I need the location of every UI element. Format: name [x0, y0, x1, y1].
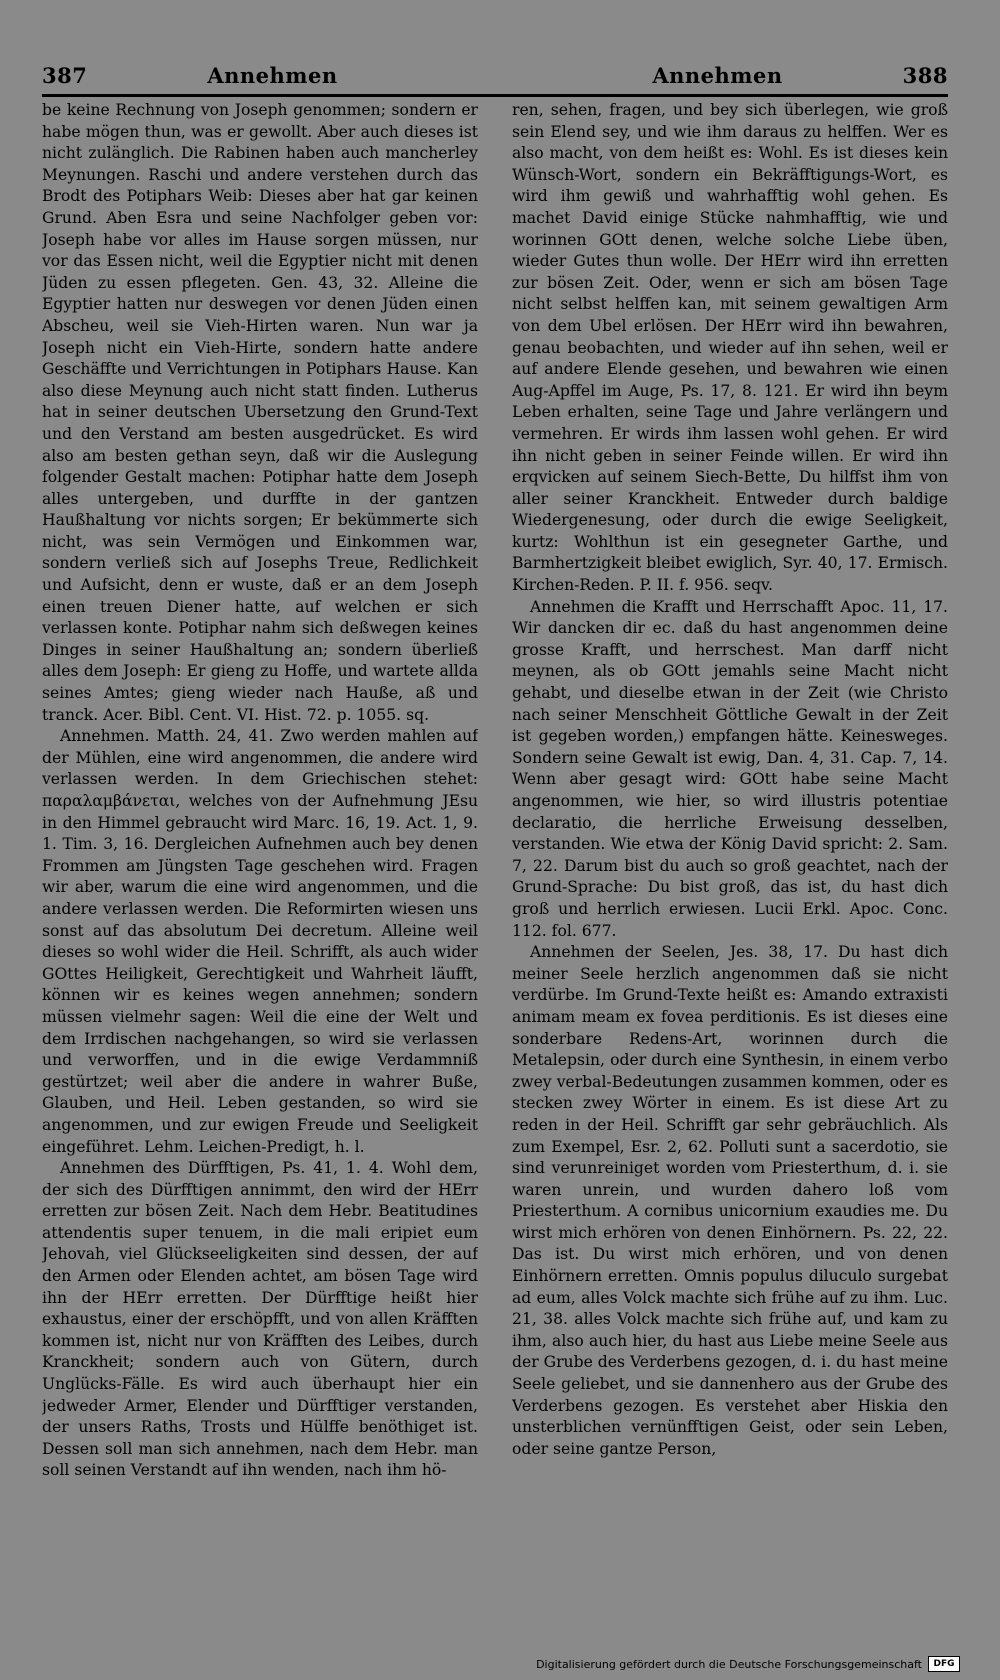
header-rule	[42, 94, 948, 97]
left-page-number: 387	[42, 62, 88, 88]
running-header	[42, 58, 948, 92]
left-headword: Annehmen	[207, 62, 338, 88]
right-headword: Annehmen	[652, 62, 783, 88]
right-paragraph-3: Annehmen der Seelen, Jes. 38, 17. Du hast dich meiner Seele herzlich angenommen daß sie nicht verdürbe. Im Grund-Texte heißt es: Amando extraxisti animam meam ex fovea perditionis. Es ist dieses eine sonderbare Redens-Art, worinnen durch die Metalepsin, oder durch eine Synthesin, in einem verbo zwey verbal-Bedeutungen zusammen kommen, oder es stecken zwey Wörter in einem. Es ist diese Art zu reden in der Heil. Schrifft gar sehr gebräuchlich. Als zum Exempel, Esr. 2, 62. Polluti sunt a sacerdotio, sie sind verunreiniget worden vom Priesterthum, d. i. sie waren unrein, und wurden dahero loß vom Priesterthum. A cornibus unicornium exaudies me. Du wirst mich erhören von denen Einhörnern. Ps. 22, 22. Das ist. Du wirst mich erhören, und von denen Einhörnern erretten. Omnis populus diluculo surgebat ad eum, alles Volck machte sich frühe auf zu ihm. Luc. 21, 38. alles Volck machte sich frühe auf, und kam zu ihm, also auch hier, du hast aus Liebe meine Seele aus der Grube des Verderbens gezogen, d. i. du hast meine Seele geliebet, und sie dannenhero aus der Grube des Verderbens gezogen. Es verstehet aber Hiskia den unsterblichen vernünfftigen Geist, oder sein Leben, oder seine gantze Person,	[512, 943, 948, 1458]
right-paragraph-1: ren, sehen, fragen, und bey sich überlegen, wie groß sein Elend sey, und wie ihm daraus zu helffen. Wer es also macht, von dem heißt es: Wohl. Es ist dieses kein Wünsch-Wort, sondern ein Bekräfftigungs-Wort, es wird ihm gewiß und wahrhafftig wohl gehen. Es machet David einige Stücke nahmhafftig, wie und worinnen GOtt denen, welche solche Liebe üben, wieder Gutes thun wolle. Der HErr wird ihn erretten zur bösen Zeit. Oder, wenn er sich am bösen Tage nicht selbst helffen kan, mit seinem gewaltigen Arm von dem Ubel erlösen. Der HErr wird ihn bewahren, genau beobachten, und wieder auf ihn sehen, weil er auf andere Elende gesehen, und bewahren wie einen Aug-Apffel im Auge, Ps. 17, 8. 121. Er wird ihn beym Leben erhalten, seine Tage und Jahre verlängern und vermehren. Er wirds ihm lassen wohl gehen. Er wird ihn nicht geben in seiner Feinde willen. Er wird ihn erqvicken auf seinem Siech-Bette, Du hilffst ihm von aller seiner Kranckheit. Entweder durch baldige Wiedergenesung, oder durch die ewige Seeligkeit, kurtz: Wohlthun ist ein gesegneter Garthe, und Barmhertzigkeit bleibet ewiglich, Syr. 40, 17. Ermisch. Kirchen-Reden. P. II. f. 956. seqv.	[512, 101, 948, 595]
left-column	[42, 100, 478, 1650]
left-paragraph-2: Annehmen. Matth. 24, 41. Zwo werden mahlen auf der Mühlen, eine wird angenommen, die andere wird verlassen werden. In dem Griechischen stehet: παραλαμβάνεται, welches von der Aufnehmung JEsu in den Himmel gebraucht wird Marc. 16, 19. Act. 1, 9. 1. Tim. 3, 16. Dergleichen Aufnehmen auch bey denen Frommen am Jüngsten Tage geschehen wird. Fragen wir aber, warum die eine wird angenommen, und die andere verlassen werden. Die Reformirten wiesen uns sonst auf das absolutum Dei decretum. Alleine weil dieses so wohl wider die Heil. Schrifft, als auch wider GOttes Heiligkeit, Gerechtigkeit und Wahrheit läufft, können wir es keines wegen annehmen; sondern müssen vielmehr sagen: Weil die eine der Welt und dem Irrdischen nachgehangen, so wird sie verlassen und verworffen, und in die ewige Verdammniß gestürtzet; weil aber die andere in wahrer Buße, Glauben, und Heil. Leben gestanden, so wird sie angenommen, und zur ewigen Freude und Seeligkeit eingeführet. Lehm. Leichen-Predigt, h. l.	[42, 727, 478, 1156]
left-paragraph-3: Annehmen des Dürfftigen, Ps. 41, 1. 4. Wohl dem, der sich des Dürfftigen annimmt, den wird der HErr erretten zur bösen Zeit. Nach dem Hebr. Beatitudines attendentis super tenuem, in die mali eripiet eum Jehovah, viel Glückseeligkeiten sind dessen, der auf den Armen oder Elenden achtet, am bösen Tage wird ihn der HErr erretten. Der Dürfftige heißt hier exhaustus, einer der erschöpfft, und von allen Kräfften kommen ist, nicht nur von Kräfften des Leibes, durch Kranckheit; sondern auch von Gütern, durch Unglücks-Fälle. Es wird auch überhaupt hier ein jedweder Armer, Elender und Dürfftiger verstanden, der unsers Raths, Trosts und Hülffe benöthiget ist. Dessen soll man sich annehmen, nach dem Hebr. man soll seinen Verstandt auf ihn wenden, nach ihm hö-	[42, 1159, 478, 1480]
footer-credit: Digitalisierung gefördert durch die Deutsche Forschungsgemeinschaft	[536, 1657, 922, 1671]
left-paragraph-1: be keine Rechnung von Joseph genommen; sondern er habe mögen thun, was er gewollt. Aber auch dieses ist nicht zulänglich. Die Rabinen haben auch mancherley Meynungen. Raschi und andere verstehen durch das Brodt des Potiphars Weib: Dieses aber hat gar keinen Grund. Aben Esra und seine Nachfolger geben vor: Joseph habe vor alles im Hause sorgen müssen, nur vor das Essen nicht, weil die Egyptier nicht mit denen Jüden zu essen pflegeten. Gen. 43, 32. Alleine die Egyptier hatten nur deswegen vor denen Jüden einen Abscheu, weil sie Vieh-Hirten waren. Nun war ja Joseph nicht ein Vieh-Hirte, sondern hatte andere Geschäffte und Verrichtungen in Potiphars Hause. Kan also diese Meynung auch nicht statt finden. Lutherus hat in seiner deutschen Ubersetzung den Grund-Text und den Verstand am besten ausgedrücket. Es wird also am besten gethan seyn, daß wir die Auslegung folgender Gestalt machen: Potiphar hatte dem Joseph alles untergeben, und durffte in der gantzen Haußhaltung vor nichts sorgen; Er bekümmerte sich nicht, was sein Vermögen und Einkommen war, sondern verließ sich auf Josephs Treue, Redlichkeit und Aufsicht, denn er wuste, daß er an dem Joseph einen treuen Diener hatte, auf welchen er sich verlassen konte. Potiphar nahm sich deßwegen keines Dinges in seiner Haußhaltung an; sondern überließ alles dem Joseph: Er gieng zu Hoffe, und wartete allda seines Amtes; gieng wieder nach Hauße, aß und tranck. Acer. Bibl. Cent. VI. Hist. 72. p. 1055. sq.	[42, 101, 478, 724]
dfg-logo: DFG	[928, 1656, 960, 1672]
right-column	[512, 100, 948, 1650]
right-page-number: 388	[902, 62, 948, 88]
scanned-page	[42, 58, 948, 1648]
right-paragraph-2: Annehmen die Krafft und Herrschafft Apoc. 11, 17. Wir dancken dir ec. daß du hast angenommen deine grosse Krafft, und herrschest. Man darff nicht meynen, als ob GOtt jemahls seine Macht nicht gehabt, und dieselbe etwan in der Zeit (wie Christo nach seiner Menschheit Göttliche Gewalt in der Zeit ist gegeben worden,) empfangen hätte. Keinesweges. Sondern seine Gewalt ist ewig, Dan. 4, 31. Cap. 7, 14. Wenn aber gesagt wird: GOtt habe seine Macht angenommen, wie hier, so wird illustris potentiae declaratio, die herrliche Erweisung desselben, verstanden. Wie etwa der König David spricht: 2. Sam. 7, 22. Darum bist du auch so groß geachtet, nach der Grund-Sprache: Du bist groß, das ist, du hast dich groß und herrlich erwiesen. Lucii Erkl. Apoc. Conc. 112. fol. 677.	[512, 597, 948, 940]
digitization-footer	[536, 1656, 960, 1672]
